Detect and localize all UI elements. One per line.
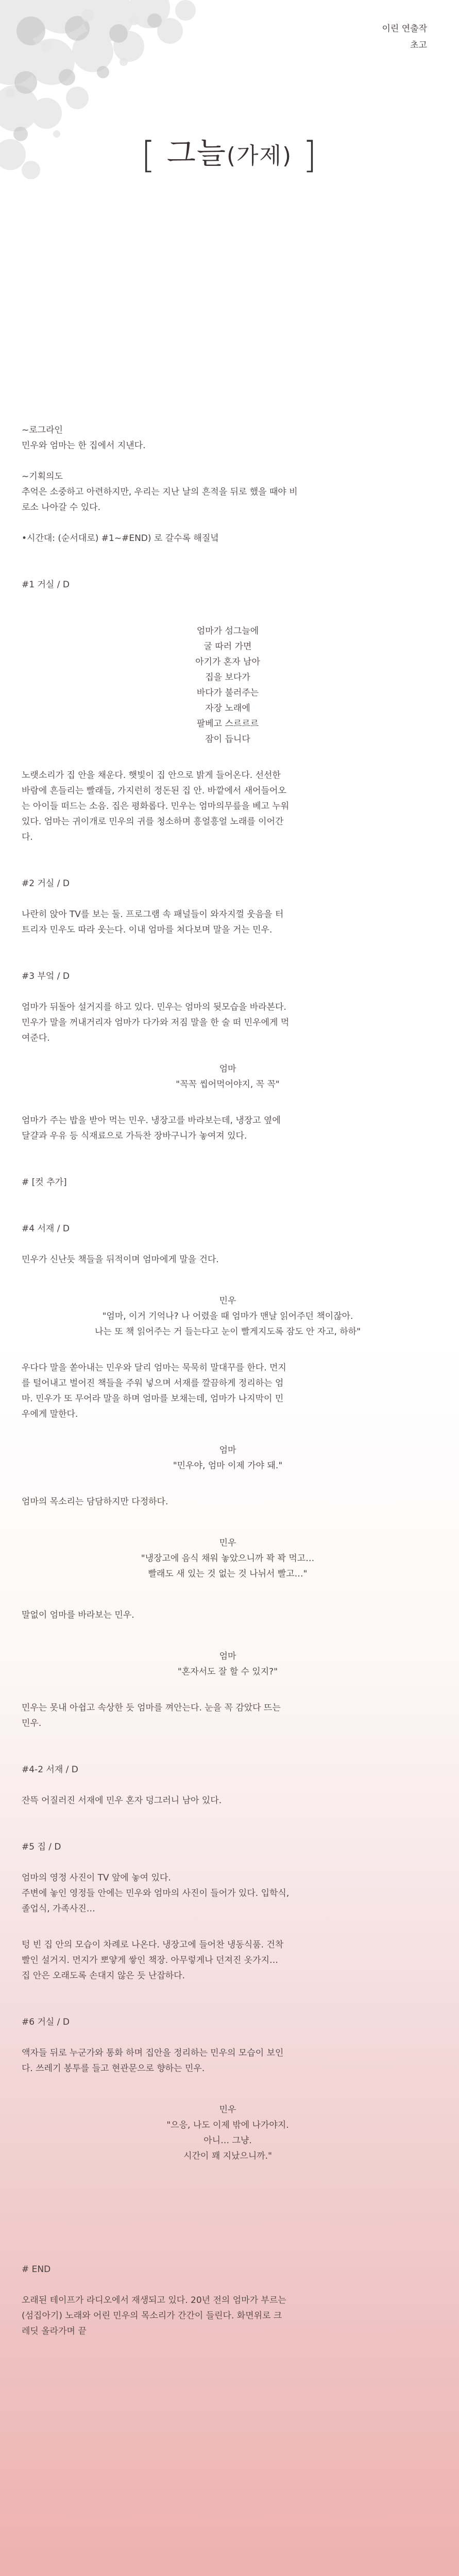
scene-action: 오래된 테이프가 라디오에서 재생되고 있다. 20년 전의 엄마가 부르는 xyxy=(22,2295,286,2306)
scene-action: 빨인 설거지. 먼지가 뽀얗게 쌓인 책장. 아무렇게나 던져진 옷가지… xyxy=(22,1955,279,1965)
page-title xyxy=(0,129,459,176)
scene-action: 우에게 말한다. xyxy=(22,1409,78,1419)
dialogue-line: 나는 또 책 읽어주는 거 들는다고 눈이 빨게지도록 잠도 안 자고, 하하" xyxy=(94,1327,361,1337)
song-line: 바다가 불러주는 xyxy=(196,688,259,698)
song-line: 엄마가 섬그늘에 xyxy=(196,626,259,636)
scene-action: 민우는 못내 아쉽고 속상한 듯 엄마를 껴안는다. 눈을 꼭 감았다 뜨는 xyxy=(22,1703,281,1713)
title-sub: (가제) xyxy=(226,143,293,169)
scene-heading: #4 서재 / D xyxy=(22,1224,70,1234)
dialogue-line: 시간이 꽤 지났으니까." xyxy=(183,2151,272,2161)
scene-action: 있다. 엄마는 귀이개로 민우의 귀를 청소하며 흥얼흥얼 노래를 이어간 xyxy=(22,817,284,827)
scene-heading: # END xyxy=(22,2264,51,2275)
scene-action: 마. 민우가 또 무어라 말을 하며 엄마를 보채는데, 엄마가 나지막이 민 xyxy=(22,1394,284,1404)
scene-action: 레딧 올라가며 끝 xyxy=(22,2326,87,2336)
scene-action: 엄마의 목소리는 담담하지만 다정하다. xyxy=(22,1497,168,1507)
author-credit xyxy=(382,21,427,54)
dialogue-line: 아니… 그냥. xyxy=(203,2136,252,2146)
character-label: 민우 xyxy=(219,1296,236,1306)
title-bracket-left: [ xyxy=(141,133,157,176)
scene-action: 말없이 엄마를 바라보는 민우. xyxy=(22,1610,134,1620)
song-line: 집을 보다가 xyxy=(205,672,250,683)
dialogue-line: "혼자서도 잘 할 수 있지?" xyxy=(177,1667,278,1677)
logline-heading: ~로그라인 xyxy=(22,425,63,435)
song-line: 굴 따러 가면 xyxy=(203,641,252,652)
timeline-note: •시간대: (순서대로) #1~#END) 로 갈수록 해질녘 xyxy=(22,533,219,544)
scene-action: 민우. xyxy=(22,1718,42,1728)
scene-action: 민우가 말을 꺼내거리자 엄마가 다가와 저짐 말을 한 술 떠 민우에게 먹 xyxy=(22,1018,290,1028)
draft-version: 초고 xyxy=(410,40,427,50)
scene-action: 나란히 앉아 TV를 보는 둘. 프로그램 속 패널들이 와자지껄 웃음을 터 xyxy=(22,909,284,920)
song-line: 잠이 듭니다 xyxy=(205,734,250,744)
scene-action: 다. 쓰레기 봉투를 들고 현관문으로 향하는 민우. xyxy=(22,2063,205,2074)
logline-text: 민우와 엄마는 한 집에서 지낸다. xyxy=(22,440,146,451)
scene-heading: #4-2 서재 / D xyxy=(22,1765,78,1775)
dialogue-line: 빨래도 새 있는 것 없는 것 나뉘서 빨고…" xyxy=(148,1569,308,1579)
scene-action: 집 안은 오래도록 손대지 않은 듯 난잡하다. xyxy=(22,1971,185,1981)
scene-action: 졸업식, 가족사진… xyxy=(22,1904,95,1914)
title-bracket-right: ] xyxy=(302,133,318,176)
character-label: 민우 xyxy=(219,2105,236,2115)
scene-action: 텅 빈 집 안의 모습이 차례로 나온다. 냉장고에 들어찬 냉동식품. 건착 xyxy=(22,1940,284,1950)
character-label: 엄마 xyxy=(219,1651,236,1662)
scene-action: 액자들 뒤로 누군가와 통화 하며 집안을 정리하는 민우의 모습이 보인 xyxy=(22,2048,284,2058)
intent-text-2: 로소 나아갈 수 있다. xyxy=(22,502,100,513)
scene-action: 트리자 민우도 따라 웃는다. 이내 엄마를 쳐다보며 말을 거는 민우. xyxy=(22,925,273,935)
scene-action: 엄마가 주는 밥을 받아 먹는 민우. 냉장고를 바라보는데, 냉장고 옆에 xyxy=(22,1115,281,1126)
scene-action: 여준다. xyxy=(22,1033,50,1043)
scene-action: (섬집아기) 노래와 어린 민우의 목소리가 간간이 들린다. 화면위로 크 xyxy=(22,2311,282,2321)
scene-action: 를 털어내고 벌어진 책들을 주워 넣으며 서재를 깔끔하게 정리하는 엄 xyxy=(22,1378,284,1388)
scene-action: 우다다 말을 쏟아내는 민우와 달리 엄마는 묵묵히 말대꾸를 한다. 먼지 xyxy=(22,1363,286,1373)
author-name: 이린 연출작 xyxy=(382,24,427,34)
dialogue-line: "냉장고에 음식 채워 놓았으니까 꽉 꽉 먹고… xyxy=(141,1553,315,1564)
scene-action: 다. xyxy=(22,832,33,842)
dialogue-line: "꼭꼭 씹어먹어야지, 꼭 꼭" xyxy=(176,1079,280,1090)
character-label: 민우 xyxy=(219,1538,236,1548)
scene-action: 주변에 놓인 영정들 안에는 민우와 엄마의 사진이 들어가 있다. 입학식, xyxy=(22,1888,290,1899)
scene-action: 는 아이들 떠드는 소음. 집은 평화롭다. 민우는 엄마의무릎을 베고 누워 xyxy=(22,801,290,811)
character-label: 엄마 xyxy=(219,1445,236,1455)
character-label: 엄마 xyxy=(219,1064,236,1074)
title-main: 그늘 xyxy=(166,135,227,171)
scene-action: 잔뜩 어질러진 서재에 민우 혼자 덩그러니 남아 있다. xyxy=(22,1795,222,1806)
scene-action: 엄마가 뒤돌아 설거지를 하고 있다. 민우는 엄마의 뒷모습을 바라본다. xyxy=(22,1002,286,1012)
scene-heading: #1 거실 / D xyxy=(22,580,70,590)
scene-action: 노랫소리가 집 안을 채운다. 햇빛이 집 안으로 밝게 들어온다. 선선한 xyxy=(22,770,281,781)
scene-heading: #6 거실 / D xyxy=(22,2017,70,2027)
dialogue-line: "으응, 나도 이제 밖에 나가야지. xyxy=(166,2120,289,2130)
scene-action: 달걀과 우유 등 식재료으로 가득찬 장바구니가 놓여져 있다. xyxy=(22,1131,247,1141)
scene-heading: #2 거실 / D xyxy=(22,878,70,889)
song-line: 아기가 혼자 남아 xyxy=(195,657,260,667)
intent-heading: ~기획의도 xyxy=(22,471,63,482)
intent-text-1: 추억은 소중하고 아련하지만, 우리는 지난 날의 흔적을 뒤로 했을 때야 비 xyxy=(22,487,298,497)
dialogue-line: "민우야, 엄마 이제 가야 돼." xyxy=(173,1461,283,1471)
scene-heading: #3 부엌 / D xyxy=(22,971,70,981)
scene-heading: #5 집 / D xyxy=(22,1842,61,1852)
scene-action: 민우가 신난듯 책들을 뒤적이며 엄마에게 말을 건다. xyxy=(22,1255,219,1265)
song-line: 자장 노래에 xyxy=(205,703,250,714)
dialogue-line: "엄마, 이거 기억나? 나 어렸을 때 엄마가 맨날 읽어주던 책이잖아. xyxy=(102,1311,353,1321)
song-line: 팔베고 스르르르 xyxy=(196,719,259,729)
scene-action: 바람에 흔들리는 빨래들, 가지런히 정돈된 집 안. 바깥에서 새어들어오 xyxy=(22,786,286,796)
scene-action: 엄마의 영정 사진이 TV 앞에 놓여 있다. xyxy=(22,1873,171,1883)
insert-note: # [컷 추가] xyxy=(22,1177,67,1188)
